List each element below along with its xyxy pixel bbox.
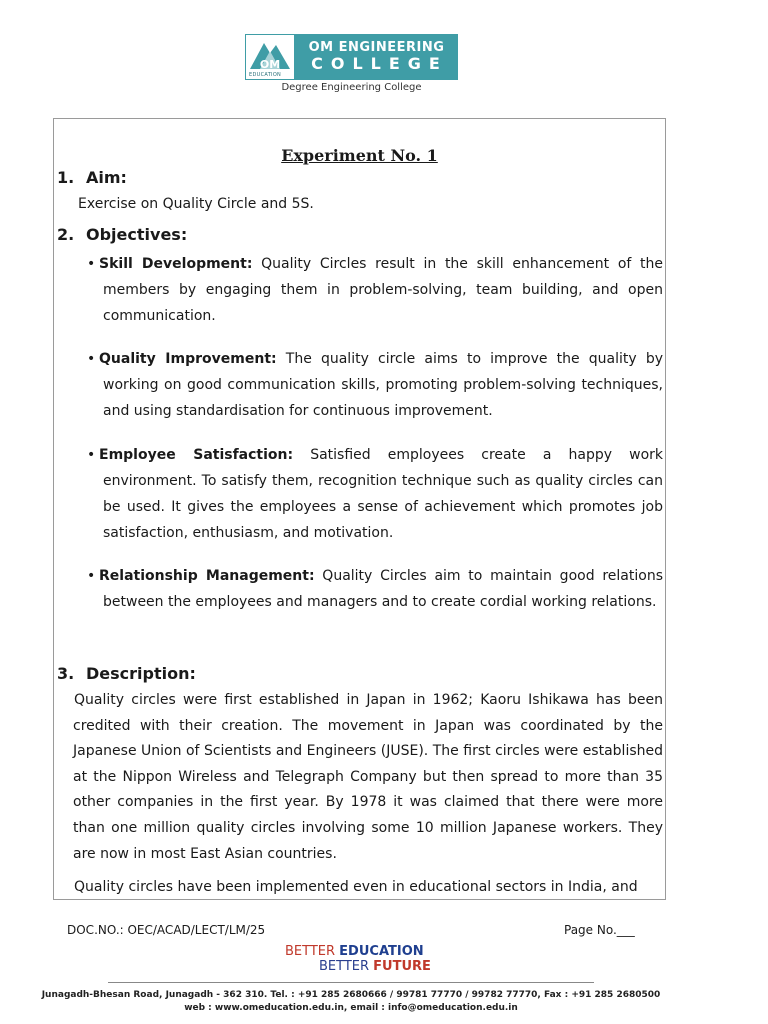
logo-wordmark [295,34,458,80]
footer-address: Junagadh-Bhesan Road, Junagadh - 362 310. Tel. : +91 285 2680666 / 99781 77770 / 99782 77770, Fax : +91 285 2680500 [41,990,661,1000]
objective-item [87,442,663,546]
logo-line-1: OM ENGINEERING [308,40,445,55]
section-number: 3. [57,664,75,683]
college-tagline: Degree Engineering College [281,82,422,93]
slogan-text: FUTURE [373,959,431,974]
objective-label: Relationship Management: [99,568,315,584]
footer-address-block [0,989,702,1015]
bullet-icon: • [87,568,96,584]
bullet-icon: • [87,351,96,367]
section-title: Aim: [86,168,127,187]
description-paragraph: Quality circles were first established in Japan in 1962; Kaoru Ishikawa has been credited with their creation. The movement in Japan was coordinated by the Japanese Union of Scientists and Engineers (JUSE). The first circles were established at the Nippon Wireless and Telegraph Company but then spread to more than 35 other companies in the first year. By 1978 it was claimed that there were more than one million quality circles involving some 10 million Japanese workers. They are now in most East Asian countries. [73,692,663,862]
slogan-text: BETTER [319,959,374,974]
description-paragraph: Quality circles have been implemented even in educational sectors in India, and [74,879,638,895]
om-logo-mark [245,34,295,80]
footer-divider [108,982,594,983]
section-number: 2. [57,225,75,244]
experiment-title: Experiment No. 1 [281,146,438,165]
college-logo [245,34,458,80]
objective-text: Satisfied employees create a happy work environment. To satisfy them, recognition technique such as quality circles can be used. It gives the employees a sense of achievement which promotes job satisfaction, enthusiasm, and motivation. [103,447,663,541]
document-frame [53,118,666,900]
footer-slogan [285,944,435,974]
objective-item [87,251,663,329]
objective-label: Quality Improvement: [99,351,277,367]
logo-sub-text: EDUCATION [249,72,282,78]
objective-item [87,563,663,615]
slogan-text: BETTER [285,944,340,959]
objective-label: Skill Development: [99,256,253,272]
aim-text: Exercise on Quality Circle and 5S. [78,196,314,212]
objective-item [87,346,663,424]
footer-contact: web : www.omeducation.edu.in, email : info@omeducation.edu.in [184,1003,518,1013]
section-title: Objectives: [86,225,188,244]
section-title: Description: [86,664,196,683]
slogan-text: EDUCATION [339,944,424,959]
logo-mark-text: OM [259,58,281,71]
section-heading-objectives [57,225,187,244]
page-number: Page No.___ [564,923,635,937]
objective-text: Quality Circles aim to maintain good relations between the employees and managers and to create cordial working relations. [103,568,663,610]
section-heading-aim [57,168,127,187]
bullet-icon: • [87,256,96,272]
logo-line-2: COLLEGE [311,54,448,73]
objective-text: The quality circle aims to improve the quality by working on good communication skills, promoting problem-solving techniques, and using standardisation for continuous improvement. [103,351,663,419]
section-number: 1. [57,168,75,187]
objective-label: Employee Satisfaction: [99,447,294,463]
document-number: DOC.NO.: OEC/ACAD/LECT/LM/25 [67,923,266,937]
objective-text: Quality Circles result in the skill enhancement of the members by engaging them in problem-solving, team building, and open communication. [103,256,663,324]
section-heading-description [57,664,196,683]
bullet-icon: • [87,447,96,463]
